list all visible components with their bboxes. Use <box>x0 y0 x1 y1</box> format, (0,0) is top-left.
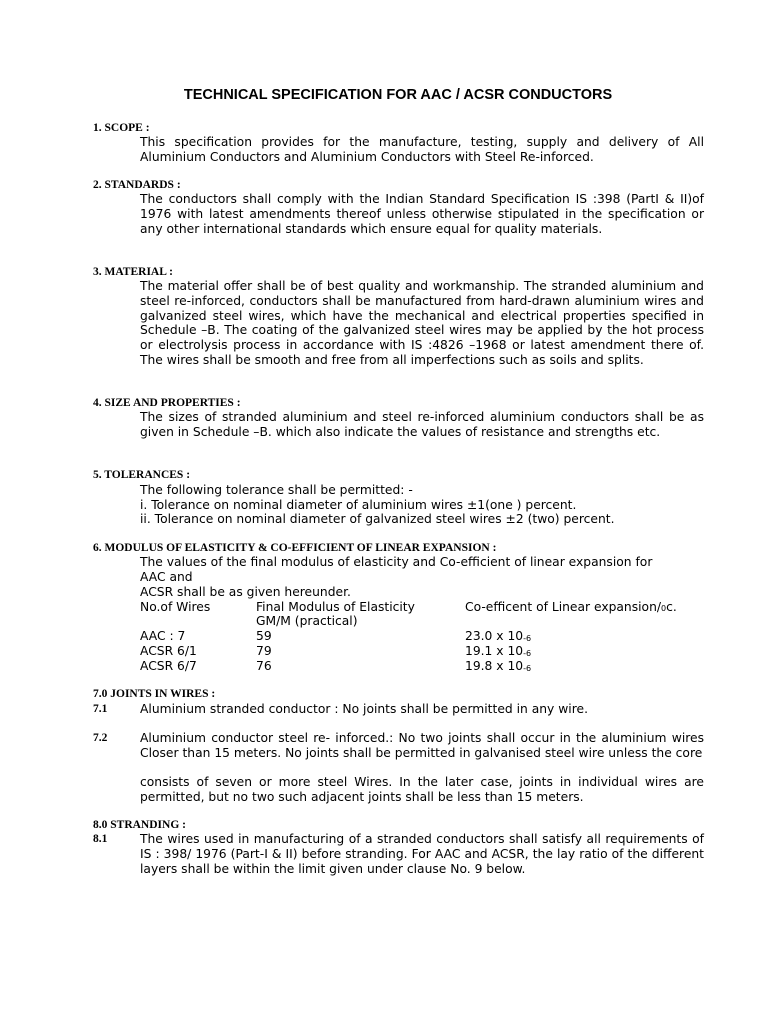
page-title: TECHNICAL SPECIFICATION FOR AAC / ACSR CONDUCTORS <box>183 87 613 103</box>
material-heading: 3. MATERIAL : <box>93 266 173 278</box>
modulus-line-2: AAC and <box>140 570 193 584</box>
joints-heading: 7.0 JOINTS IN WIRES : <box>93 688 216 700</box>
material-text: The material offer shall be of best quality and workmanship. The stranded aluminium and steel re-inforced, conductors shall be manufactured from hard-drawn aluminium wires and galvanized steel wires, which have the mechanical and electrical properties specified in Schedule –B. The coating of the galvanized steel wires may be applied by the hot process or electrolysis process in accordance with IS :4826 –1968 or latest amendment there of. The wires shall be smooth and free from all imperfections such as soils and splits. <box>140 279 704 367</box>
clause-number: 7.2 <box>93 732 108 744</box>
table-header-modulus-unit: GM/M (practical) <box>256 614 358 628</box>
clause-number: 7.1 <box>93 703 108 715</box>
modulus-line-1: The values of the final modulus of elasticity and Co-efficient of linear expansion for <box>140 555 653 569</box>
tolerances-heading: 5. TOLERANCES : <box>93 469 191 481</box>
table-row-modulus: 76 <box>256 659 272 673</box>
table-header-modulus: Final Modulus of Elasticity <box>256 600 415 614</box>
table-header-wires: No.of Wires <box>140 600 211 614</box>
table-row-coefficient: 23.0 x $10_{-6}$ <box>465 629 532 643</box>
table-row-modulus: 79 <box>256 644 272 658</box>
stranding-clause-8-1: The wires used in manufacturing of a stranded conductors shall satisfy all requirements of IS : 398/ 1976 (Part-I & II) before stranding. For AAC and ACSR, the lay ratio of the different layers shall be within the limit given under clause No. 9 below. <box>140 832 704 876</box>
table-row-name: ACSR 6/1 <box>140 644 197 658</box>
table-row-coefficient: 19.1 x $10_{-6}$ <box>465 644 532 658</box>
joints-clause-7-1: Aluminium stranded conductor : No joints shall be permitted in any wire. <box>140 702 588 716</box>
size-heading: 4. SIZE AND PROPERTIES : <box>93 397 241 409</box>
scope-heading: 1. SCOPE : <box>93 122 150 134</box>
modulus-heading: 6. MODULUS OF ELASTICITY & CO-EFFICIENT OF LINEAR EXPANSION : <box>93 542 497 554</box>
scope-text: This specification provides for the manufacture, testing, supply and delivery of All Aluminium Conductors and Aluminium Conductors with Steel Re-inforced. <box>140 135 704 164</box>
tolerances-intro: The following tolerance shall be permitted: - <box>140 483 413 497</box>
table-row-name: ACSR 6/7 <box>140 659 197 673</box>
joints-clause-7-2b: consists of seven or more steel Wires. In the later case, joints in individual wires are permitted, but no two such adjacent joints shall be less than 15 meters. <box>140 775 704 804</box>
size-text: The sizes of stranded aluminium and steel re-inforced aluminium conductors shall be as given in Schedule –B. which also indicate the values of resistance and strengths etc. <box>140 410 704 439</box>
modulus-line-3: ACSR shall be as given hereunder. <box>140 585 351 599</box>
standards-text: The conductors shall comply with the Indian Standard Specification IS :398 (PartI & II)of 1976 with latest amendments thereof unless otherwise stipulated in the specification or any other international standards which ensure equal for quality materials. <box>140 192 704 236</box>
table-header-coefficient: Co-efficent of Linear expansion/0c. <box>465 600 677 614</box>
clause-number: 8.1 <box>93 833 108 845</box>
joints-clause-7-2a: Aluminium conductor steel re- inforced.: No two joints shall occur in the aluminium wires Closer than 15 meters. No joints shall be permitted in galvanised steel wire unless the core <box>140 731 704 760</box>
table-row-coefficient: 19.8 x $10_{-6}$ <box>465 659 532 673</box>
standards-heading: 2. STANDARDS : <box>93 179 181 191</box>
table-row-name: AAC : 7 <box>140 629 186 643</box>
tolerance-item-2: ii. Tolerance on nominal diameter of galvanized steel wires ±2 (two) percent. <box>140 512 615 526</box>
stranding-heading: 8.0 STRANDING : <box>93 819 186 831</box>
table-row-modulus: 59 <box>256 629 272 643</box>
tolerance-item-1: i. Tolerance on nominal diameter of aluminium wires ±1(one ) percent. <box>140 498 577 512</box>
